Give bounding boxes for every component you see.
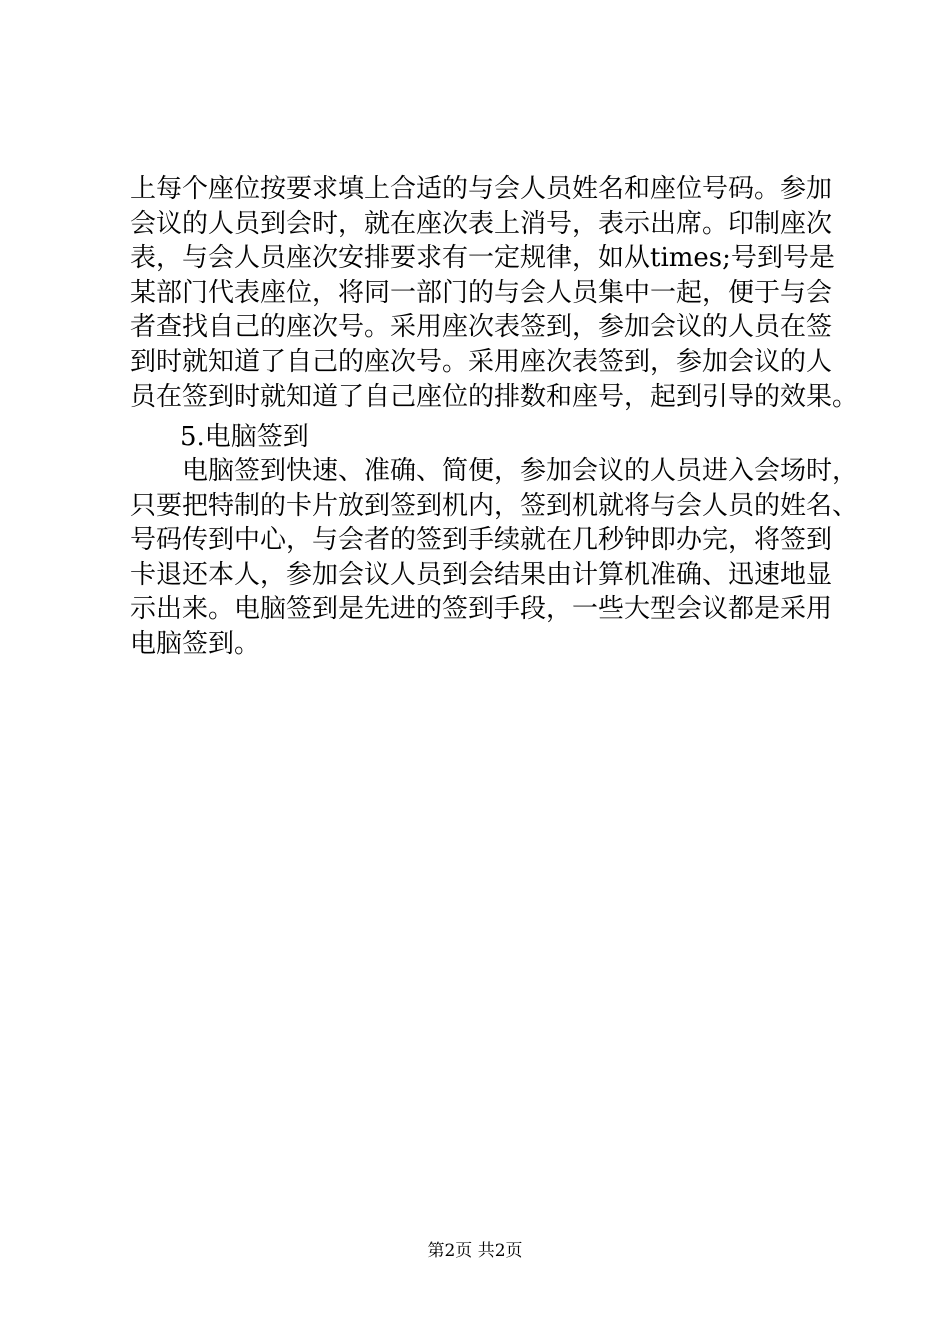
- text-line: 示出来。电脑签到是先进的签到手段，一些大型会议都是采用: [130, 594, 833, 625]
- page-footer: 第2页 共2页: [427, 1241, 523, 1261]
- text-line: 电脑签到快速、准确、简便，参加会议的人员进入会场时，: [182, 456, 859, 486]
- section-heading: 5.电脑签到: [180, 422, 309, 452]
- text-line: 卡退还本人，参加会议人员到会结果由计算机准确、迅速地显: [130, 559, 833, 590]
- text-line: 某部门代表座位，将同一部门的与会人员集中一起，便于与会: [130, 277, 833, 308]
- text-line: 表，与会人员座次安排要求有一定规律，如从times;号到号是: [130, 243, 835, 274]
- text-line: 员在签到时就知道了自己座位的排数和座号，起到引导的效果。: [130, 381, 859, 412]
- body-paragraph-computer-signin: [130, 454, 859, 662]
- text-line: 者查找自己的座次号。采用座次表签到，参加会议的人员在签: [130, 312, 833, 343]
- body-paragraph-seating-chart: [130, 172, 859, 414]
- text-line: 会议的人员到会时，就在座次表上消号，表示出席。印制座次: [130, 208, 833, 239]
- text-line: 上每个座位按要求填上合适的与会人员姓名和座位号码。参加: [130, 174, 833, 204]
- text-line: 只要把特制的卡片放到签到机内，签到机就将与会人员的姓名、: [130, 490, 859, 521]
- text-line: 到时就知道了自己的座次号。采用座次表签到，参加会议的人: [130, 346, 833, 377]
- text-line: 号码传到中心，与会者的签到手续就在几秒钟即办完，将签到: [130, 525, 833, 556]
- text-line: 电脑签到。: [130, 628, 261, 659]
